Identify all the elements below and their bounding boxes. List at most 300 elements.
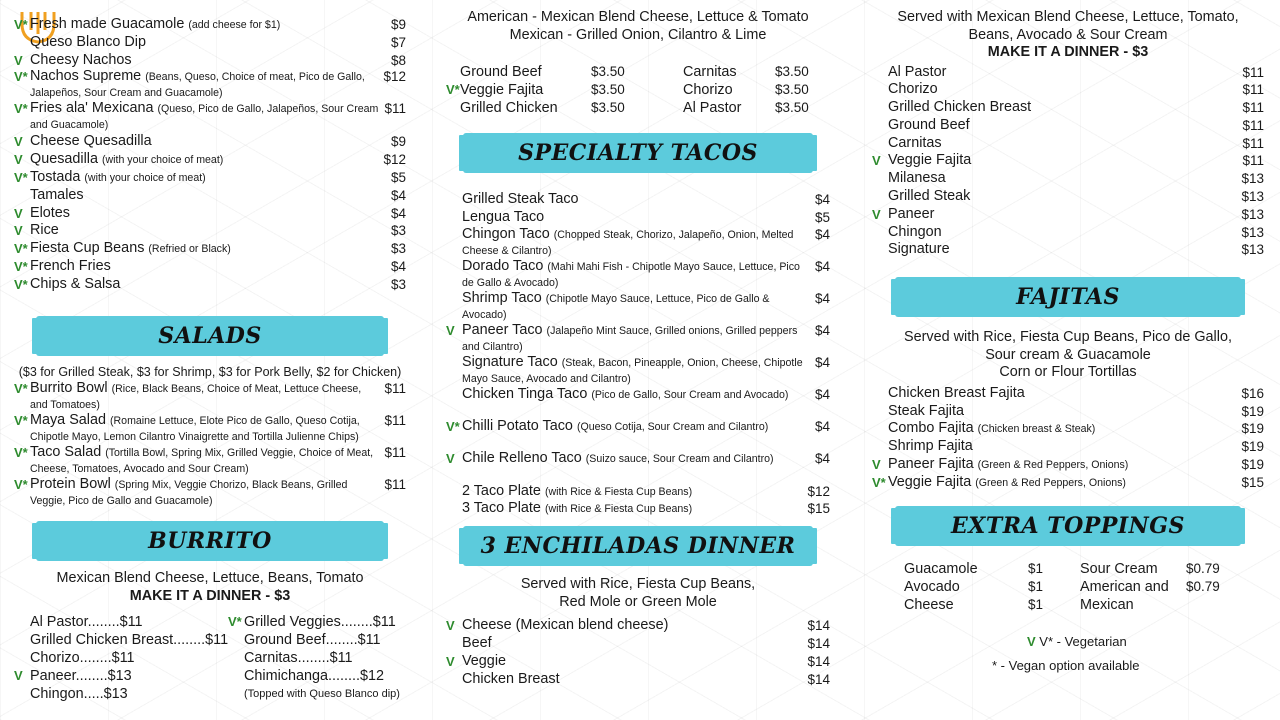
menu-item <box>872 152 1264 170</box>
menu-item-name <box>888 170 1238 188</box>
menu-item <box>446 653 830 671</box>
item-name: Tostada <box>30 168 81 185</box>
item-name: Carnitas <box>888 134 942 151</box>
item-price: $11 <box>384 445 406 461</box>
menu-item-name <box>462 671 804 689</box>
item-description: (Queso, Pico de Gallo, Jalapeños, Sour Cream and Guacamole) <box>30 103 379 132</box>
menu-item-name <box>30 187 380 205</box>
item-name: French Fries <box>30 257 111 274</box>
item-price: $11 <box>1242 64 1264 80</box>
item-price: $4 <box>814 226 830 242</box>
item-price: $13 <box>1241 171 1264 187</box>
item-price: $4 <box>814 418 830 434</box>
vegetarian-icon: V* <box>14 445 28 461</box>
col3-line3: MAKE IT A DINNER - $3 <box>987 44 1149 60</box>
menu-item-name <box>30 205 380 223</box>
burrito-item-text: Grilled Veggies........$11 <box>244 614 396 631</box>
menu-item-name <box>30 16 380 35</box>
menu-item <box>446 323 830 355</box>
item-description: (Mahi Mahi Fish - Chipotle Mayo Sauce, Lettuce, Pico de Gallo & Avocado) <box>462 260 800 289</box>
vegetarian-icon: V <box>1027 633 1036 649</box>
item-name: Elotes <box>30 204 70 221</box>
item-description: (Refried or Black) <box>148 243 231 256</box>
item-name: Beef <box>462 634 492 651</box>
burrito-item-text: Al Pastor........$11 <box>30 614 143 631</box>
toppings-banner <box>895 506 1241 546</box>
specialty-banner <box>463 133 813 173</box>
item-description: (Green & Red Peppers, Onions) <box>975 476 1126 489</box>
burrito-item-text: Carnitas........$11 <box>244 650 353 667</box>
fajitas-title: FAJITAS <box>1016 284 1120 311</box>
vegetarian-icon: V* <box>14 477 28 493</box>
menu-item <box>872 188 1264 206</box>
item-name: Signature <box>888 241 950 258</box>
item-name: Fries ala' Mexicana <box>30 100 154 117</box>
menu-item-name <box>30 240 380 259</box>
burrito-item-text: (Topped with Queso Blanco dip) <box>244 688 400 701</box>
burrito-item <box>14 649 229 667</box>
menu-item-name <box>888 403 1238 421</box>
menu-item-name <box>888 152 1238 170</box>
fajitas-list <box>872 385 1264 492</box>
menu-item <box>14 169 406 187</box>
menu-item <box>446 259 830 291</box>
item-name: Veggie Fajita <box>888 473 972 490</box>
burrito-item-text: Chorizo........$11 <box>30 650 135 667</box>
item-description: (Chicken breast & Steak) <box>977 423 1096 436</box>
menu-item-name <box>30 258 380 276</box>
item-name: Signature Taco <box>462 353 558 370</box>
topping-name: Cheese <box>904 596 954 613</box>
menu-item-name <box>462 259 804 291</box>
menu-item <box>872 438 1264 456</box>
item-name: Paneer Fajita <box>888 455 974 472</box>
item-price: $11 <box>384 381 406 397</box>
menu-item-name <box>462 500 804 519</box>
item-name: Veggie Fajita <box>888 152 972 169</box>
menu-item-name <box>30 276 380 294</box>
vegetarian-icon: V <box>14 134 23 150</box>
menu-item-name <box>462 209 804 227</box>
taco-name: Al Pastor <box>683 100 742 116</box>
burrito-item <box>14 685 229 703</box>
menu-item <box>14 101 406 133</box>
item-price: $15 <box>807 501 830 517</box>
item-description: (with Rice & Fiesta Cup Beans) <box>544 503 693 516</box>
item-name: Veggie <box>462 652 507 669</box>
item-price: $14 <box>807 618 830 634</box>
item-price: $4 <box>814 322 830 338</box>
menu-item <box>14 413 406 445</box>
toppings-title: EXTRA TOPPINGS <box>951 512 1185 539</box>
menu-item <box>446 483 830 501</box>
tacos-line2: Mexican - Grilled Onion, Cilantro & Lime <box>509 26 767 43</box>
item-price: $8 <box>390 52 406 68</box>
vegetarian-icon: V* <box>14 276 28 292</box>
burrito-item <box>228 613 408 631</box>
item-name: Chicken Breast <box>462 670 560 687</box>
menu-item-name <box>888 456 1238 475</box>
column-left <box>14 16 406 703</box>
starters-list <box>14 16 406 294</box>
topping-price: $1 <box>1028 560 1044 576</box>
item-price: $12 <box>383 69 406 85</box>
menu-item-name <box>888 438 1238 456</box>
item-description: (Rice, Black Beans, Choice of Meat, Lettuce Cheese, and Tomatoes) <box>30 383 362 412</box>
item-price: $4 <box>390 205 406 221</box>
item-price: $13 <box>1241 206 1264 222</box>
item-description: (Queso Cotija, Sour Cream and Cilantro) <box>576 420 769 433</box>
col3-line2: Beans, Avocado & Sour Cream <box>968 26 1168 43</box>
item-price: $11 <box>1242 82 1264 98</box>
menu-item-name <box>30 477 380 509</box>
item-name: Burrito Bowl <box>30 380 108 397</box>
vegetarian-icon: V <box>446 322 455 338</box>
item-description: (Romaine Lettuce, Elote Pico de Gallo, Queso Cotija, Chipotle Mayo, Lemon Cilantro Vinaigrette and Tortilla Julienne Chips) <box>30 415 360 444</box>
vegetarian-icon: V* <box>14 101 28 117</box>
item-name: Chingon Taco <box>462 225 550 242</box>
topping-name: Avocado <box>904 578 960 595</box>
salads-banner <box>36 316 384 356</box>
topping-name: American and <box>1080 578 1169 595</box>
burrito-item-text: Paneer........$13 <box>30 668 132 685</box>
taco-name: Grilled Chicken <box>460 100 558 116</box>
menu-item <box>446 209 830 227</box>
menu-item-name <box>30 151 380 170</box>
burrito-item-text: Ground Beef........$11 <box>244 632 381 649</box>
item-description: (Pico de Gallo, Sour Cream and Avocado) <box>591 388 789 401</box>
item-price: $19 <box>1241 421 1264 437</box>
burrito-item-text: Chingon.....$13 <box>30 686 128 703</box>
item-name: Fiesta Cup Beans <box>30 240 145 257</box>
menu-item <box>872 117 1264 135</box>
item-price: $11 <box>1242 117 1264 133</box>
fajitas-line1: Served with Rice, Fiesta Cup Beans, Pico de Gallo, <box>904 329 1232 346</box>
item-name: Ground Beef <box>888 116 970 133</box>
specialty-title: SPECIALTY TACOS <box>518 140 758 166</box>
item-name: Chips & Salsa <box>30 275 121 292</box>
vegetarian-icon: V* <box>14 258 28 274</box>
item-name: Queso Blanco Dip <box>30 33 146 50</box>
enchiladas-list <box>446 617 830 688</box>
burrito-item-text: Chimichanga........$12 <box>244 668 384 685</box>
vegetarian-icon: V* <box>14 69 28 85</box>
item-name: Quesadilla <box>30 151 98 168</box>
item-name: Paneer <box>888 205 935 222</box>
menu-item <box>446 227 830 259</box>
topping-row <box>872 560 1264 578</box>
item-name: Combo Fajita <box>888 420 974 437</box>
item-price: $14 <box>807 671 830 687</box>
tacos-grid <box>446 63 830 117</box>
column-right <box>872 9 1264 674</box>
item-price: $4 <box>814 450 830 466</box>
item-price: $4 <box>814 192 830 207</box>
menu-item-name <box>888 206 1238 224</box>
vegetarian-icon: V* <box>14 381 28 397</box>
item-price: $4 <box>814 354 830 370</box>
col3-line1: Served with Mexican Blend Cheese, Lettuce, Tomato, <box>897 9 1239 25</box>
specialty-list <box>446 191 830 518</box>
menu-item-name <box>462 617 804 635</box>
item-price: $7 <box>390 34 406 50</box>
item-description: (with Rice & Fiesta Cup Beans) <box>544 485 693 498</box>
menu-item <box>14 258 406 276</box>
vegetarian-icon: V* <box>14 17 28 32</box>
burrito-line2: MAKE IT A DINNER - $3 <box>129 587 291 604</box>
item-price: $11 <box>384 477 406 493</box>
menu-item <box>872 135 1264 153</box>
menu-item <box>446 451 830 483</box>
topping-row <box>872 596 1264 614</box>
menu-item <box>872 385 1264 403</box>
item-price: $13 <box>1241 224 1264 240</box>
item-price: $19 <box>1241 403 1264 419</box>
menu-item-name <box>888 188 1238 206</box>
vegetarian-icon: V* <box>14 413 28 429</box>
taco-price: $3.50 <box>591 100 625 115</box>
topping-price: $1 <box>1028 578 1044 594</box>
item-name: Fresh made Guacamole <box>30 16 185 32</box>
menu-item <box>14 477 406 509</box>
menu-item-name <box>30 169 380 188</box>
menu-item-name <box>888 474 1238 493</box>
item-name: Cheesy Nachos <box>30 51 132 68</box>
item-name: Nachos Supreme <box>30 68 142 85</box>
item-price: $13 <box>1241 242 1264 258</box>
vegetarian-icon: V <box>14 152 23 168</box>
item-description: (Chopped Steak, Chorizo, Jalapeño, Onion, Melted Cheese & Cilantro) <box>462 228 794 257</box>
item-price: $4 <box>814 386 830 402</box>
burrito-title: BURRITO <box>148 528 272 555</box>
menu-item-name <box>462 387 804 403</box>
menu-item-name <box>30 445 380 477</box>
vegetarian-icon: V <box>14 205 23 221</box>
menu-item <box>14 187 406 205</box>
menu-item <box>872 224 1264 242</box>
item-name: Steak Fajita <box>888 402 964 419</box>
burrito-banner <box>36 521 384 561</box>
menu-item-name <box>888 385 1238 403</box>
item-price: $14 <box>807 653 830 669</box>
vegetarian-icon: V* <box>872 474 886 490</box>
topping-name: Mexican <box>1080 596 1134 613</box>
menu-item <box>14 151 406 169</box>
enchiladas-banner <box>463 526 813 566</box>
item-price: $4 <box>814 290 830 306</box>
item-description: (Jalapeño Mint Sauce, Grilled onions, Grilled peppers and Cilantro) <box>462 324 798 353</box>
item-price: $3 <box>390 223 406 239</box>
item-name: Taco Salad <box>30 444 102 461</box>
vegetarian-icon: V* <box>14 169 28 185</box>
menu-item-name <box>888 224 1238 242</box>
menu-item-name <box>462 291 804 323</box>
menu-item-name <box>462 483 804 502</box>
menu-item-name <box>462 355 804 387</box>
burrito-item <box>228 685 408 703</box>
burrito-item-text: Grilled Chicken Breast........$11 <box>30 632 229 649</box>
menu-item <box>446 291 830 323</box>
item-description: (Green & Red Peppers, Onions) <box>977 458 1129 471</box>
item-price: $5 <box>814 209 830 225</box>
menu-item-name <box>462 323 804 355</box>
menu-item <box>14 445 406 477</box>
item-name: Shrimp Fajita <box>888 438 973 455</box>
item-price: $4 <box>390 187 406 203</box>
topping-name: Guacamole <box>904 560 978 577</box>
menu-item-name <box>888 135 1238 153</box>
item-description: (Spring Mix, Veggie Chorizo, Black Beans, Grilled Veggie, Pico de Gallo and Guacamole) <box>30 479 348 508</box>
menu-item-name <box>888 420 1238 439</box>
item-price: $3 <box>390 241 406 257</box>
burrito-item <box>228 667 408 685</box>
taco-name: Ground Beef <box>460 64 542 80</box>
menu-item <box>446 671 830 689</box>
item-price: $11 <box>1242 100 1264 116</box>
menu-item-name <box>30 413 380 445</box>
menu-item <box>14 276 406 294</box>
item-price: $16 <box>1241 385 1264 401</box>
menu-item-name <box>30 34 380 52</box>
item-price: $4 <box>814 258 830 274</box>
item-name: Cheese Quesadilla <box>30 133 152 150</box>
burrito-left-list <box>14 613 229 703</box>
taco-name: Carnitas <box>683 64 737 80</box>
item-name: Chicken Breast Fajita <box>888 384 1025 401</box>
topping-row <box>872 578 1264 596</box>
menu-item <box>872 81 1264 99</box>
item-description: (add cheese for $1) <box>188 19 281 31</box>
menu-item <box>446 500 830 518</box>
menu-item <box>14 52 406 70</box>
item-name: Rice <box>30 222 59 239</box>
item-price: $11 <box>384 101 406 117</box>
menu-item-name <box>462 191 804 209</box>
vegetarian-icon: V* <box>14 241 28 257</box>
topping-name: Sour Cream <box>1080 560 1158 577</box>
item-price: $9 <box>390 17 406 32</box>
menu-item <box>872 456 1264 474</box>
vegetarian-icon: V <box>446 450 455 466</box>
taco-name: Veggie Fajita <box>460 82 544 98</box>
menu-item-name <box>30 52 380 70</box>
item-name: Chilli Potato Taco <box>462 417 573 434</box>
enchiladas-line2: Red Mole or Green Mole <box>559 593 717 610</box>
menu-item <box>14 16 406 34</box>
fajitas-line3: Corn or Flour Tortillas <box>999 364 1137 381</box>
menu-item <box>872 420 1264 438</box>
vegetarian-icon: V <box>446 653 455 669</box>
item-description: (Suizo sauce, Sour Cream and Cilantro) <box>585 452 774 465</box>
menu-item <box>14 205 406 223</box>
menu-item <box>14 69 406 101</box>
taco-price: $3.50 <box>591 82 625 97</box>
item-name: Paneer Taco <box>462 321 543 338</box>
item-name: Shrimp Taco <box>462 289 542 306</box>
salads-list <box>14 381 406 509</box>
item-name: Al Pastor <box>888 63 947 80</box>
item-price: $19 <box>1241 439 1264 455</box>
menu-item <box>14 133 406 151</box>
menu-item <box>872 403 1264 421</box>
taco-row <box>446 63 830 81</box>
menu-item <box>14 222 406 240</box>
topping-price: $0.79 <box>1186 578 1220 594</box>
menu-item-name <box>462 227 804 259</box>
menu-item-name <box>888 64 1238 82</box>
item-price: $11 <box>384 413 406 429</box>
taco-row <box>446 81 830 99</box>
menu-item-name <box>888 117 1238 135</box>
vegetarian-icon: V* <box>446 82 460 97</box>
menu-item <box>446 617 830 635</box>
burrito-item <box>228 631 408 649</box>
taco-name: Chorizo <box>683 82 733 98</box>
menu-item <box>14 240 406 258</box>
vegetarian-icon: V <box>14 52 23 68</box>
menu-item-name <box>462 653 804 671</box>
menu-item <box>872 99 1264 117</box>
enchiladas-line1: Served with Rice, Fiesta Cup Beans, <box>520 576 756 593</box>
menu-item-name <box>462 419 804 435</box>
item-price: $3 <box>390 276 406 292</box>
item-price: $12 <box>807 483 830 499</box>
column-middle <box>446 9 830 688</box>
topping-price: $0.79 <box>1186 560 1220 576</box>
item-name: Grilled Chicken Breast <box>888 99 1032 116</box>
salads-note: ($3 for Grilled Steak, $3 for Shrimp, $3 for Pork Belly, $2 for Chicken) <box>18 364 402 379</box>
item-name: 2 Taco Plate <box>462 482 541 499</box>
vegetarian-icon: V <box>14 223 23 239</box>
item-name: Maya Salad <box>30 412 106 429</box>
menu-item-name <box>888 241 1238 259</box>
burrito-line1: Mexican Blend Cheese, Lettuce, Beans, Tomato <box>56 570 364 587</box>
menu-item-name <box>30 101 380 133</box>
burrito-item <box>14 613 229 631</box>
item-price: $9 <box>390 134 406 150</box>
item-name: Milanesa <box>888 170 946 187</box>
vegetarian-icon: V* <box>446 418 460 434</box>
item-name: Grilled Steak Taco <box>462 191 579 207</box>
menu-item-name <box>30 381 380 413</box>
menu-item <box>446 355 830 387</box>
legend-vegan: * - Vegan option available <box>992 657 1140 673</box>
burrito-item <box>228 649 408 667</box>
menu-item-name <box>462 635 804 653</box>
item-price: $11 <box>1242 153 1264 169</box>
item-name: Chorizo <box>888 81 938 98</box>
item-name: Chicken Tinga Taco <box>462 385 588 402</box>
burrito-item <box>14 631 229 649</box>
item-description: (Tortilla Bowl, Spring Mix, Grilled Veggie, Choice of Meat, Cheese, Tomatoes, Avocado and Sour Cream) <box>30 447 374 476</box>
vegetarian-icon: V* <box>228 614 242 630</box>
item-description: (Chipotle Mayo Sauce, Lettuce, Pico de Gallo & Avocado) <box>462 292 770 321</box>
item-price: $11 <box>1242 135 1264 151</box>
menu-item <box>446 191 830 209</box>
item-price: $4 <box>390 258 406 274</box>
burrito-right-list <box>228 613 408 703</box>
menu-item <box>872 241 1264 259</box>
taco-price: $3.50 <box>775 100 809 115</box>
taco-price: $3.50 <box>775 82 809 97</box>
item-name: Protein Bowl <box>30 476 111 493</box>
taco-row <box>446 99 830 117</box>
topping-price: $1 <box>1028 596 1044 612</box>
menu-item <box>446 635 830 653</box>
salads-title: SALADS <box>158 322 262 349</box>
menu-item-name <box>30 69 380 101</box>
item-description: (Steak, Bacon, Pineapple, Onion, Cheese, Chipotle Mayo Sauce, Avocado and Cilantro) <box>462 356 803 385</box>
